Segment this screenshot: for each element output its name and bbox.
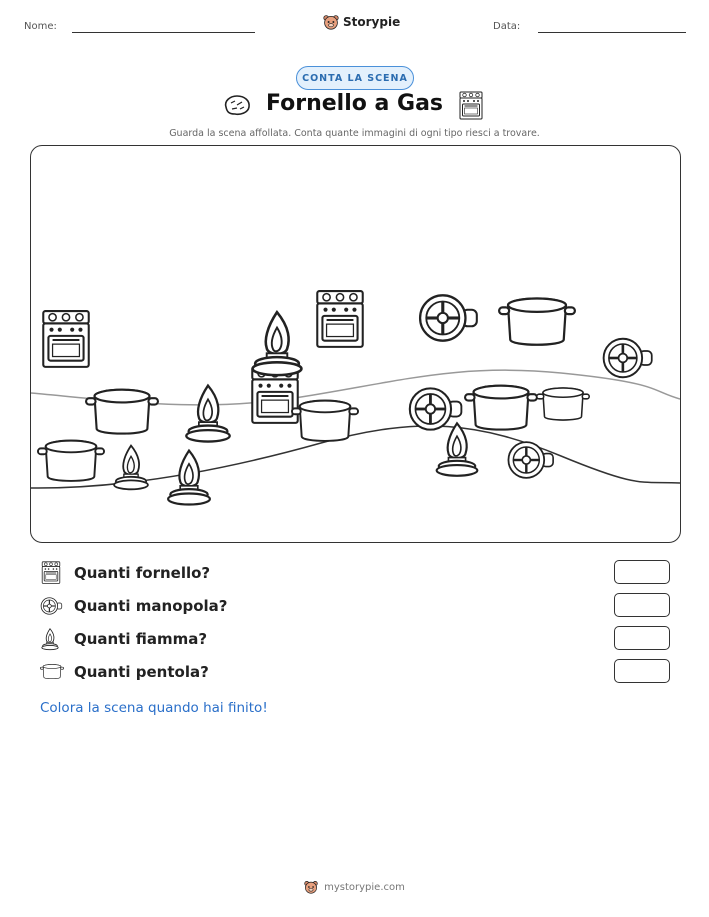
date-line[interactable]	[538, 32, 686, 33]
pot-icon	[537, 388, 589, 420]
page-title: Fornello a Gas	[265, 91, 444, 116]
answer-box[interactable]	[614, 593, 670, 617]
footer	[0, 880, 709, 894]
stove-icon	[43, 311, 88, 367]
question-label: Quanti fornello?	[74, 564, 211, 582]
question-row	[40, 624, 680, 654]
question-label: Quanti manopola?	[74, 597, 228, 615]
question-row	[40, 558, 680, 588]
pot-icon	[465, 386, 537, 430]
flame-icon	[40, 627, 60, 651]
stove-icon	[40, 561, 62, 585]
brand-name: Storypie	[343, 15, 401, 29]
answer-box[interactable]	[614, 560, 670, 584]
stove-icon	[458, 91, 484, 121]
page-subtitle: Guarda la scena affollata. Conta quante immagini di ogni tipo riesci a trovare.	[169, 128, 540, 139]
flame-icon	[168, 451, 210, 505]
footer-url[interactable]: mystorypie.com	[324, 881, 405, 893]
flame-icon	[186, 386, 229, 442]
knob-icon	[508, 442, 553, 478]
question-label: Quanti fiamma?	[74, 630, 208, 648]
knob-icon	[604, 339, 652, 378]
question-label: Quanti pentola?	[74, 663, 209, 681]
brand-logo	[323, 14, 400, 30]
pot-icon	[40, 662, 64, 682]
pot-icon	[38, 441, 104, 481]
bear-icon	[323, 14, 339, 30]
question-row	[40, 657, 680, 687]
pot-icon	[292, 401, 358, 441]
answer-box[interactable]	[614, 659, 670, 683]
bear-icon	[304, 880, 318, 894]
flame-icon	[437, 423, 478, 476]
question-row	[40, 591, 680, 621]
pot-icon	[86, 390, 158, 434]
coloring-note: Colora la scena quando hai finito!	[40, 700, 268, 716]
knob-icon	[420, 295, 477, 340]
section-badge: CONTA LA SCENA	[296, 66, 414, 90]
scene-drawing	[31, 146, 680, 542]
flame-icon	[114, 446, 148, 490]
name-label: Nome:	[24, 21, 57, 32]
answer-box[interactable]	[614, 626, 670, 650]
stove-icon	[317, 291, 362, 347]
name-line[interactable]	[72, 32, 255, 33]
flame-icon	[253, 312, 302, 375]
date-label: Data:	[493, 21, 521, 32]
knob-icon	[40, 595, 64, 617]
pot-icon	[499, 298, 575, 344]
knob-icon	[410, 388, 462, 429]
counting-scene	[30, 145, 681, 543]
